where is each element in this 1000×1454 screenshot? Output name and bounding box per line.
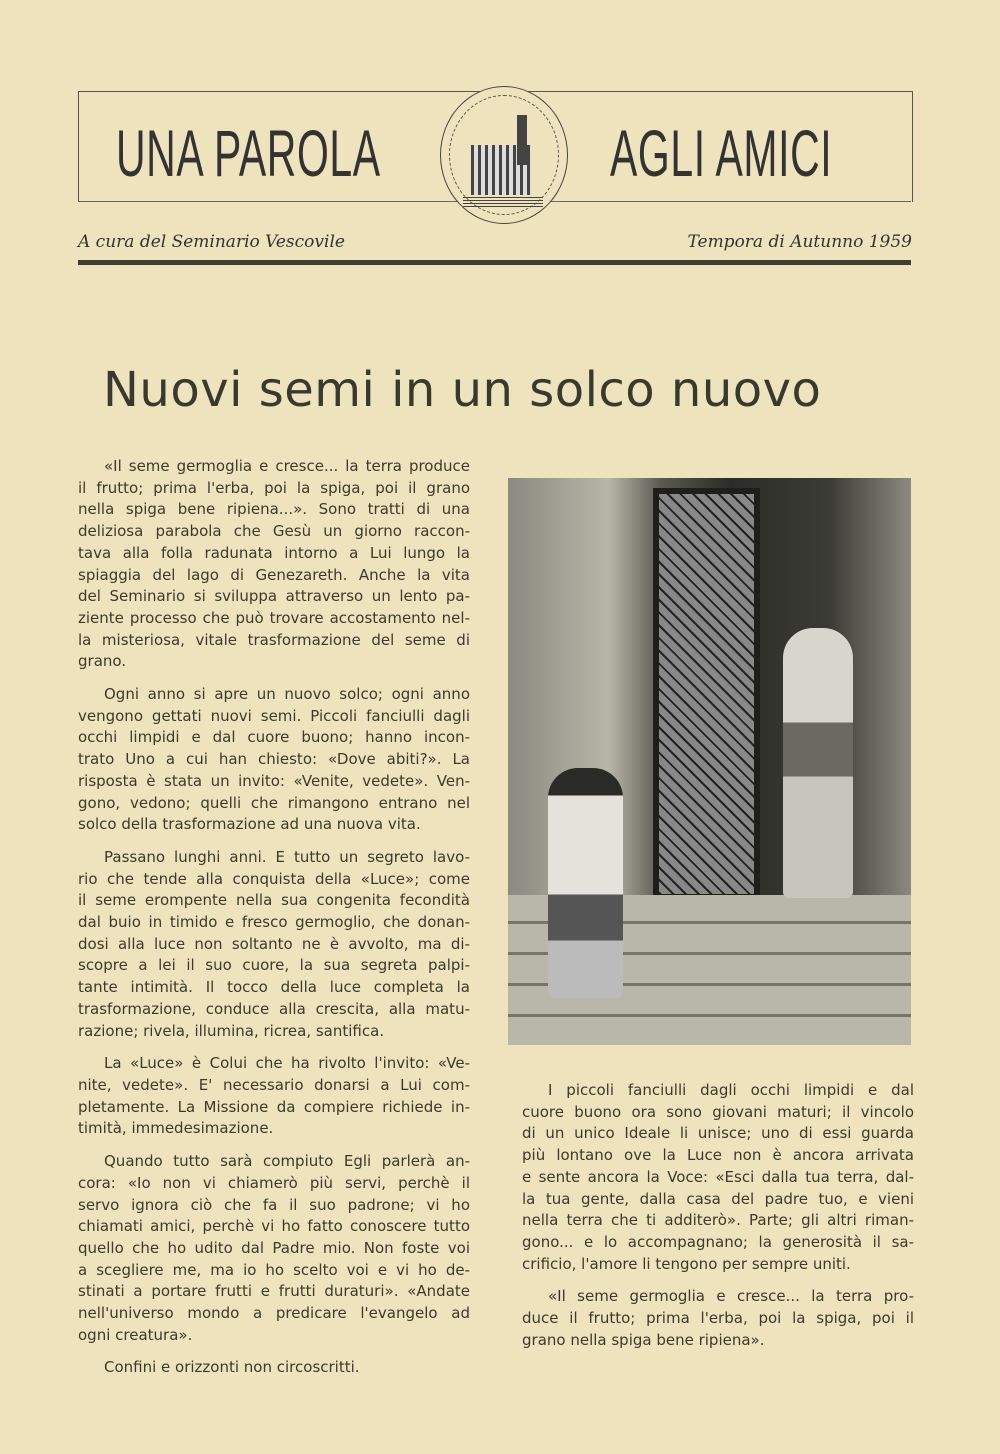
text-line: trasformazione, conduce alla crescita, alla matu- [78,999,470,1018]
text-line: stinati a portare frutti e frutti duraturi». «Andate [78,1282,470,1301]
text-line: chiamati amici, perchè vi ho fatto conoscere tutto [78,1217,470,1236]
text-line: rio che tende alla conquista della «Luce»; come [78,869,470,888]
text-line: grano nella spiga bene ripiena». [522,1330,765,1349]
text-line: nella spiga bene ripiena...». Sono tratti di una [78,500,470,519]
text-line: I piccoli fanciulli dagli occhi limpidi e dal [548,1081,914,1099]
text-line: quello che ho udito dal Padre mio. Non foste voi [78,1238,470,1257]
text-line: nell'universo mondo a predicare l'evangelo ad [78,1304,470,1323]
text-line: risposta è stata un invito: «Venite, vedete». Ven- [78,771,470,790]
paragraph [522,1286,914,1351]
paragraph [78,1053,470,1140]
subtitle-editor: A cura del Seminario Vescovile [78,232,345,252]
subtitle-issue-date: Tempora di Autunno 1959 [687,232,912,252]
text-line: solco della trasformazione ad una nuova vita. [78,815,421,834]
text-line: ziente processo che può trovare accostamento nel- [78,608,470,627]
text-line: il frutto; prima l'erba, poi la spiga, poi il grano [78,478,470,497]
text-line: dosi alla luce non soltanto ne è avvolto, ma di- [78,934,470,953]
article-left-column [78,456,470,1390]
text-line: del Seminario si sviluppa attraverso un lento pa- [78,587,470,606]
paragraph [78,847,470,1042]
text-line: spiaggia del lago di Genezareth. Anche la vita [78,565,470,584]
text-line: duce il frutto; prima l'erba, poi la spiga, poi il [522,1309,914,1328]
text-line: La «Luce» è Colui che ha rivolto l'invito: «Ve- [104,1054,470,1073]
text-line: più lontano ove la Luce non è ancora arrivata [522,1146,914,1165]
text-line: nite, vedete». E' necessario donarsi a Lui com- [78,1075,470,1094]
text-line: cora: «Io non vi chiamerò più servi, perchè il [78,1173,470,1192]
text-line: timità, immedesimazione. [78,1119,274,1138]
text-line: Passano lunghi anni. E tutto un segreto lavo- [104,847,470,866]
text-line: crificio, l'amore li tengono per sempre uniti. [522,1254,851,1273]
paragraph [78,1357,470,1379]
seminary-seal-logo [440,86,568,224]
article-right-column [522,1080,914,1362]
text-line: Ogni anno si apre un nuovo solco; ogni anno [104,685,470,704]
text-line: la misteriosa, vitale trasformazione del seme di [78,630,470,649]
masthead-title-right: AGLI AMICI [610,116,833,190]
masthead-rule [78,260,911,265]
text-line: di un unico Ideale li unisce; uno di essi guarda [522,1124,914,1143]
text-line: nella terra che ti additerò». Parte; gli altri riman- [522,1211,914,1230]
text-line: dal buio in timido e fresco germoglio, che donan- [78,913,470,932]
text-line: il seme erompente nella sua congenita fecondità [78,891,470,910]
text-line: deliziosa parabola che Gesù un giorno raccon- [78,522,470,541]
paragraph [522,1080,914,1275]
text-line: Confini e orizzonti non circoscritti. [104,1358,360,1377]
text-line: gono... e lo accompagnano; la generosità il sa- [522,1232,914,1251]
text-line: a scegliere me, ma io ho scelto voi e vi ho de- [78,1260,470,1279]
text-line: cuore buono ora sono giovani maturi; il vincolo [522,1102,914,1121]
article-photo-boys-at-seminary-door [508,478,911,1045]
text-line: ogni creatura». [78,1325,193,1344]
text-line: trato Uno a cui han chiesto: «Dove abiti?». La [78,750,470,769]
text-line: occhi limpidi e dal cuore buono; hanno incon- [78,728,470,747]
text-line: Quando tutto sarà compiuto Egli parlerà an- [104,1152,470,1171]
text-line: scopre a lei il suo cuore, la sua segreta palpi- [78,956,470,975]
text-line: servo ignora ciò che fa il suo padrone; vi ho [78,1195,470,1214]
paragraph [78,684,470,836]
text-line: vengono gettati nuovi semi. Piccoli fanciulli dagli [78,706,470,725]
text-line: razione; rivela, illumina, ricrea, santifica. [78,1021,385,1040]
masthead-title-left: UNA PAROLA [116,116,381,190]
text-line: pletamente. La Missione da compiere richiede in- [78,1097,470,1116]
text-line: la tua gente, dalla casa del padre tuo, e vieni [522,1189,914,1208]
text-line: «Il seme germoglia e cresce... la terra pro- [548,1287,914,1306]
paragraph [78,456,470,673]
text-line: e sente ancora la Voce: «Esci dalla tua terra, dal- [522,1167,914,1186]
text-line: tante intimità. Il tocco della luce completa la [78,978,470,997]
text-line: gono, vedono; quelli che rimangono entrano nel [78,793,470,812]
article-headline: Nuovi semi in un solco nuovo [103,362,822,418]
paragraph [78,1151,470,1346]
text-line: «Il seme germoglia e cresce... la terra produce [104,457,470,475]
text-line: tava alla folla radunata intorno a Lui lungo la [78,543,470,562]
text-line: grano. [78,652,127,671]
